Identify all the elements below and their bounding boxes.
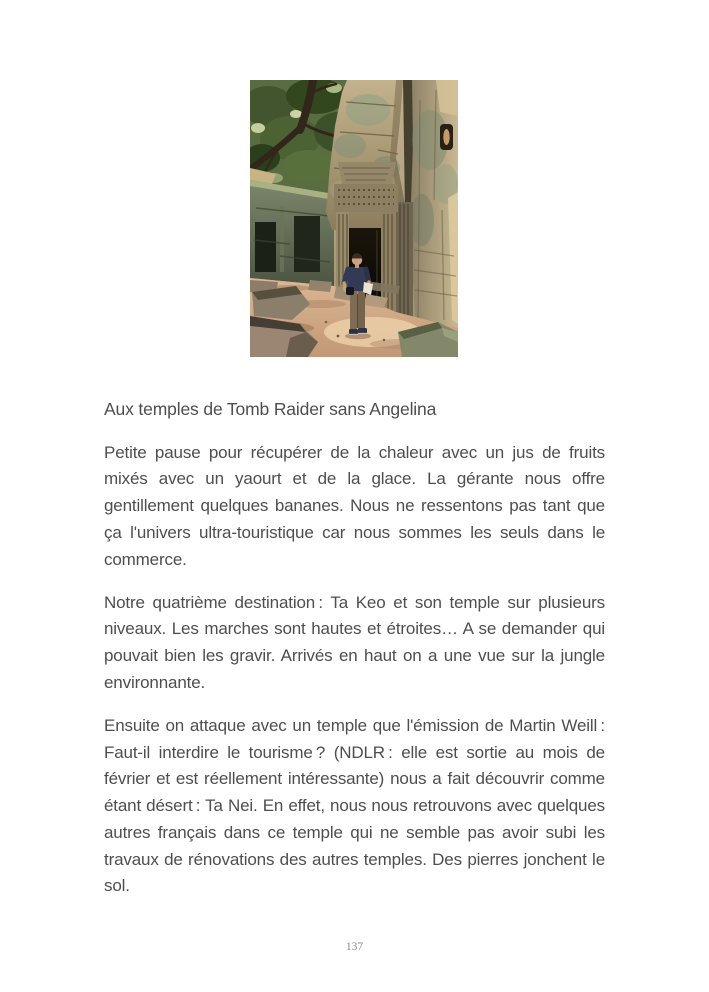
apsara-carving (443, 129, 449, 145)
hip-bag (346, 287, 354, 295)
page-number: 137 (345, 941, 364, 953)
temple-photo-illustration (250, 80, 458, 357)
paragraph-2: Notre quatrième destination : Ta Keo et son temple sur plusieurs niveaux. Les marches sont hautes et étroites… A se demander qui pouvait bien les gravir. Arrivés en haut on a une vue sur la jungle environnante. (104, 592, 605, 692)
temple-photo (250, 80, 458, 357)
page-content (104, 396, 605, 900)
paragraph-3: Ensuite on attaque avec un temple que l'émission de Martin Weill : Faut-il interdire le tourisme ? (NDLR : elle est sortie au mois de février et est réellement intéressante) nous a fait découvrir comme étant désert : Ta Nei. En effet, nous nous retrouvons avec quelques autres français dans ce temple qui ne semble pas avoir subi les travaux de rénovations des autres temples. Des pierres jonchent le sol. (104, 716, 605, 896)
carved-wall (410, 80, 458, 357)
photo-caption-heading: Aux temples de Tomb Raider sans Angelina (104, 399, 437, 419)
paragraph-1: Petite pause pour récupérer de la chaleur avec un jus de fruits mixés avec un yaourt et de la glace. La gérante nous offre gentillement quelques bananes. Nous ne ressentons pas tant que ça l'univers ultra-touristique car nous sommes les seuls dans le commerce. (104, 442, 605, 569)
